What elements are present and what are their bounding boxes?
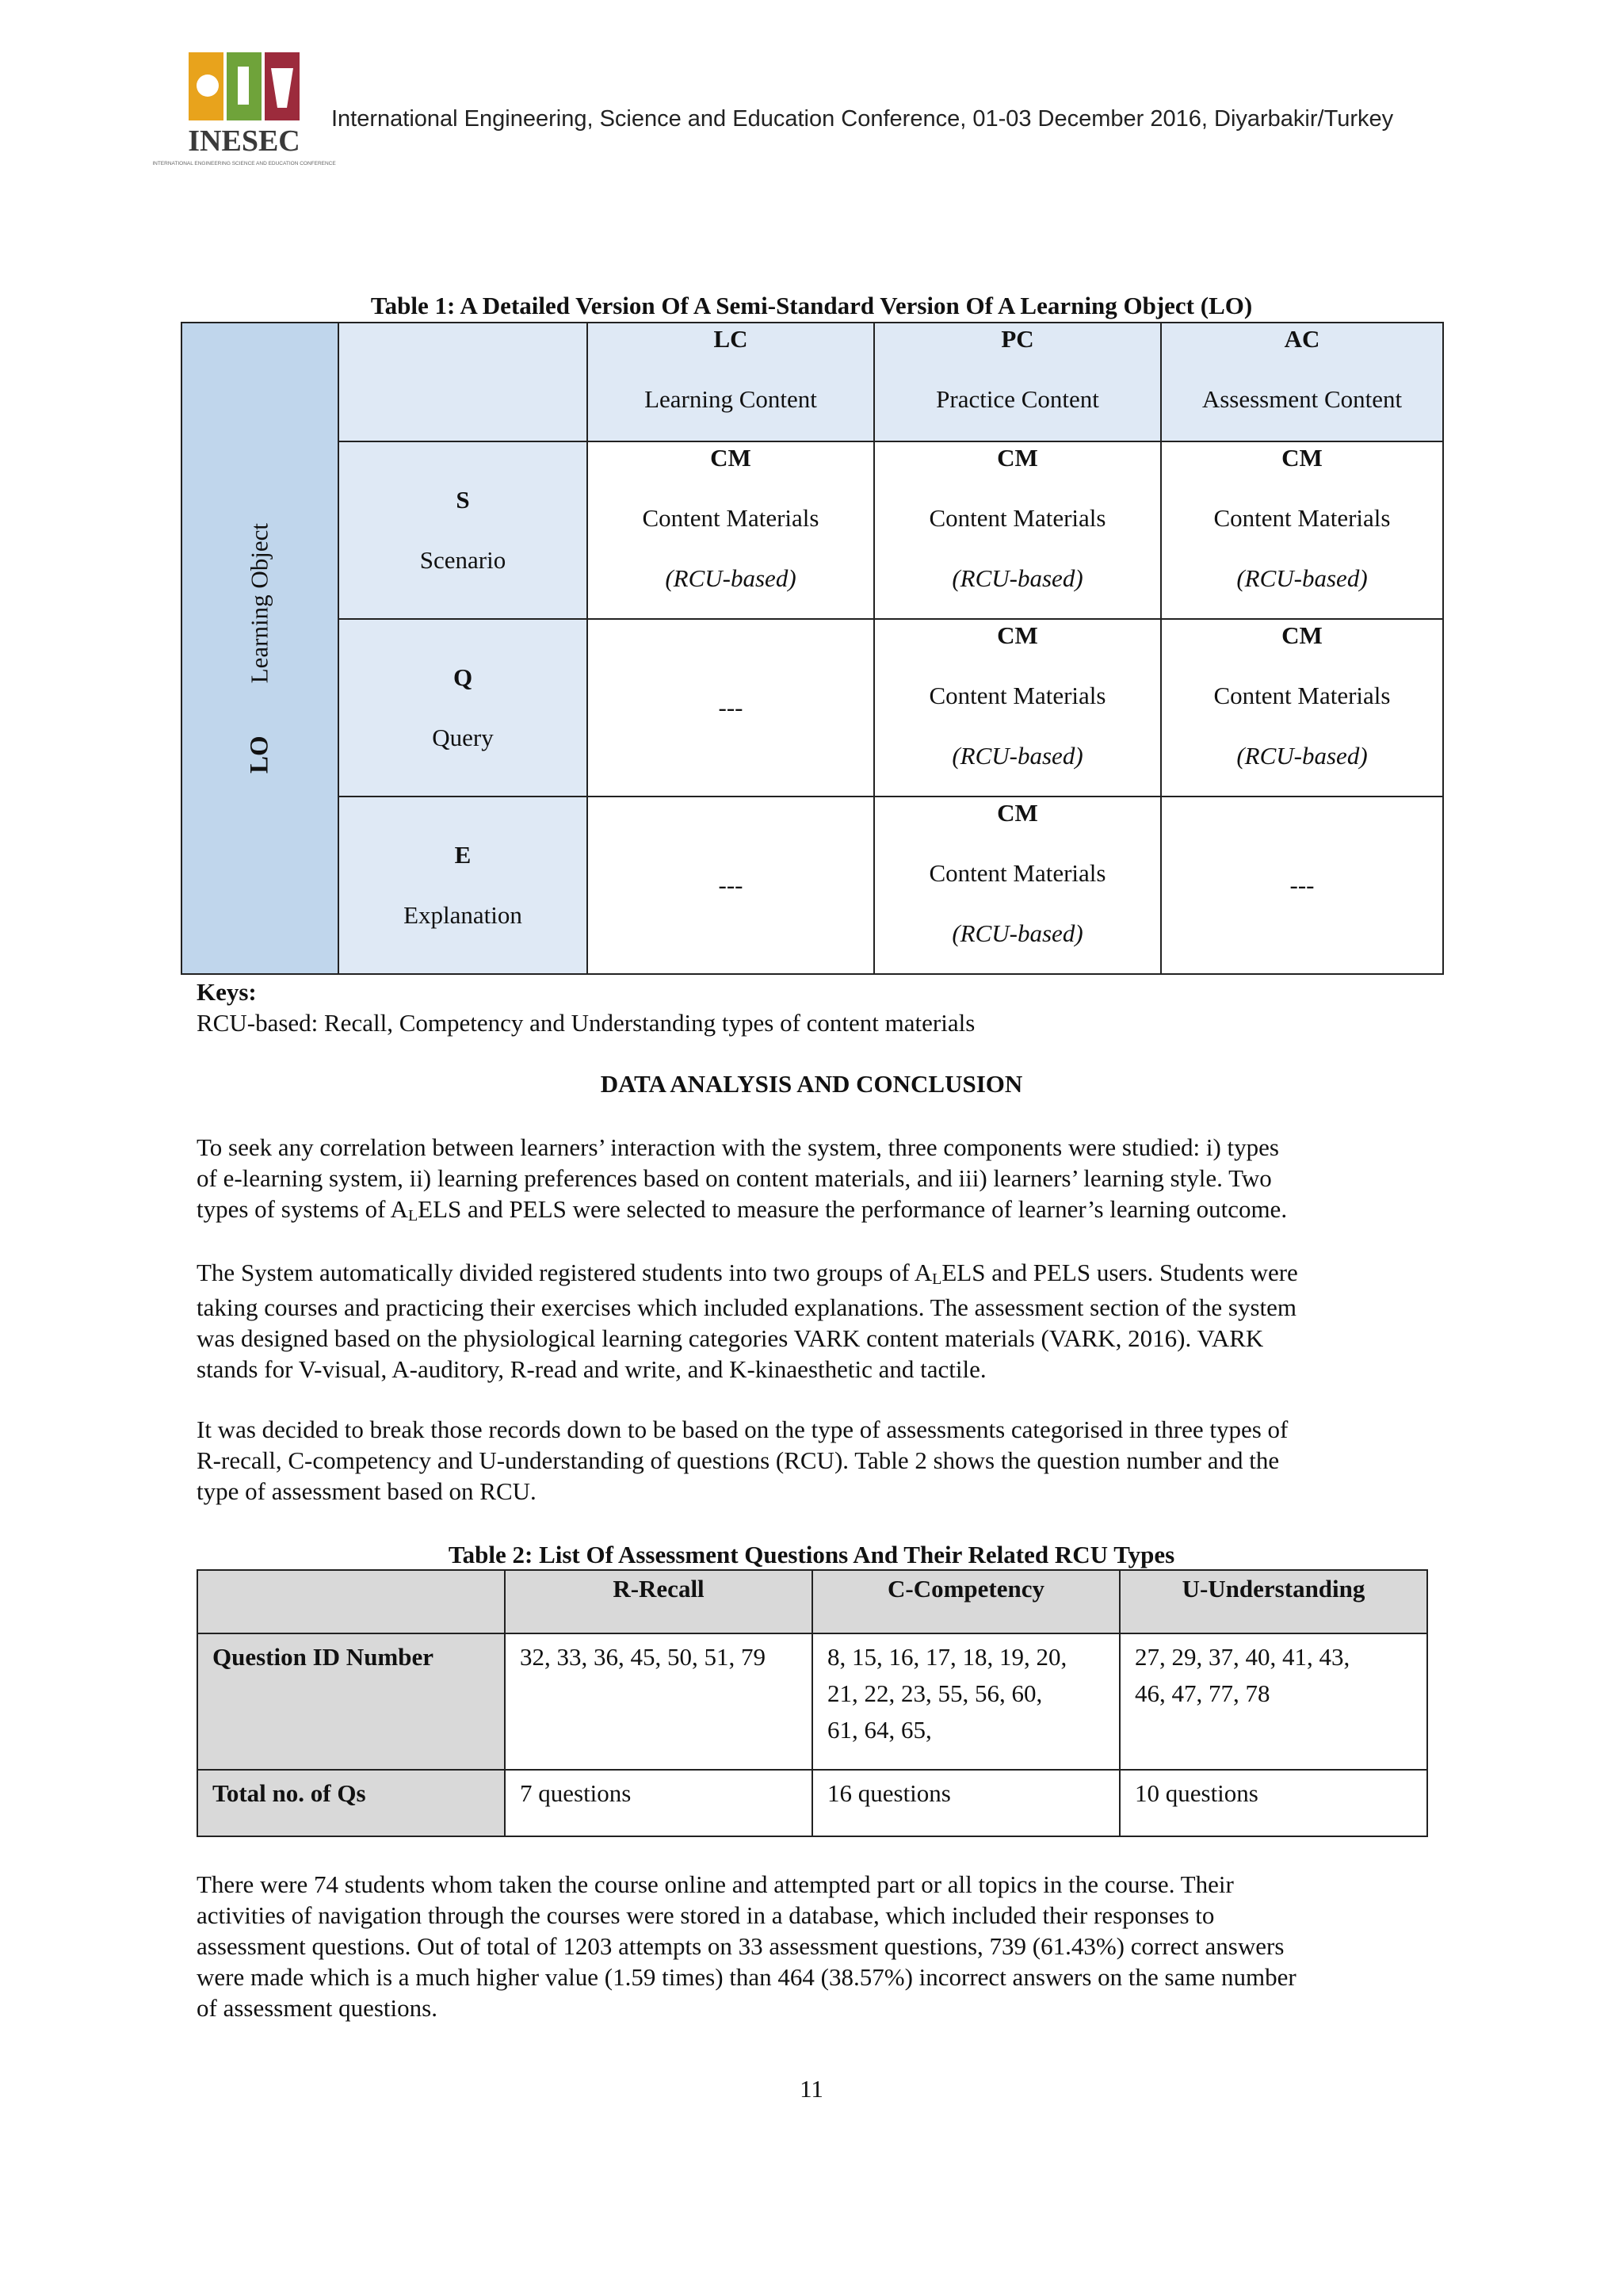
keys-title: Keys:: [197, 978, 257, 1006]
svg-text:INTERNATIONAL ENGINEERING SCIE: INTERNATIONAL ENGINEERING SCIENCE AND EDUCATION CONFERENCE: [152, 161, 336, 166]
cell-competency-ids: 8, 15, 16, 17, 18, 19, 20, 21, 22, 23, 55, 56, 60, 61, 64, 65,: [812, 1633, 1120, 1770]
cell-q-ac: CM Content Materials (RCU-based): [1161, 619, 1443, 797]
col-header-pc: PC Practice Content: [874, 323, 1161, 441]
cell-e-lc: ---: [587, 797, 874, 974]
col-header-lc: LC Learning Content: [587, 323, 874, 441]
lo-name: Learning Object: [245, 523, 273, 684]
cell-e-pc: CM Content Materials (RCU-based): [874, 797, 1161, 974]
col-header-ac: AC Assessment Content: [1161, 323, 1443, 441]
row-header-query: Q Query: [338, 619, 587, 797]
conference-header: International Engineering, Science and Education Conference, 01-03 December 2016, Diyarbakir/Turkey: [331, 106, 1394, 132]
cell-recall-ids: 32, 33, 36, 45, 50, 51, 79: [505, 1633, 812, 1770]
table2: [197, 1569, 1428, 1837]
paragraph-4: There were 74 students whom taken the course online and attempted part or all topics in the course. Their activities of navigation through the courses were stored in a database, which included their responses to assessment questions. Out of total of 1203 attempts on 33 assessment questions, 739 (61.43%) correct answers were made which is a much higher value (1.59 times) than 464 (38.57%) incorrect answers on the same number of assessment questions.: [197, 1870, 1296, 2022]
lo-side-cell: [181, 323, 338, 974]
svg-text:INESEC: INESEC: [188, 124, 300, 158]
table2-header-understanding: U-Understanding: [1120, 1570, 1427, 1633]
cell-understanding-total: 10 questions: [1120, 1770, 1427, 1836]
cell-e-ac: ---: [1161, 797, 1443, 974]
keys-block: [197, 976, 1433, 1038]
paragraph-3: It was decided to break those records down to be based on the type of assessments categorised in three types of R-recall, C-competency and U-understanding of questions (RCU). Table 2 shows the question number and the type of assessment based on RCU.: [197, 1415, 1289, 1505]
cell-s-lc: CM Content Materials (RCU-based): [587, 441, 874, 619]
inesec-logo: [152, 52, 336, 179]
cell-understanding-ids: 27, 29, 37, 40, 41, 43, 46, 47, 77, 78: [1120, 1633, 1427, 1770]
table1: [181, 322, 1444, 975]
section-title: DATA ANALYSIS AND CONCLUSION: [600, 1070, 1023, 1098]
cell-recall-total: 7 questions: [505, 1770, 812, 1836]
row-label-total: Total no. of Qs: [197, 1770, 505, 1836]
table2-header-recall: R-Recall: [505, 1570, 812, 1633]
cell-s-ac: CM Content Materials (RCU-based): [1161, 441, 1443, 619]
cell-q-lc: ---: [587, 619, 874, 797]
paragraph-2: The System automatically divided registered students into two groups of $A_LELS$ and PELS users. Students were taking courses and practicing their exercises which included explanations. The assessment section of the system was designed based on the physiological learning categories VARK content materials (VARK, 2016). VARK stands for V-visual, A-auditory, R-read and write, and K-kinaesthetic and tactile.: [197, 1259, 1298, 1383]
keys-text: RCU-based: Recall, Competency and Understanding types of content materials: [197, 1009, 976, 1037]
cell-competency-total: 16 questions: [812, 1770, 1120, 1836]
lo-abbr: LO: [245, 735, 274, 774]
cell-q-pc: CM Content Materials (RCU-based): [874, 619, 1161, 797]
paragraph-1: To seek any correlation between learners’ interaction with the system, three components were studied: i) types of e-learning system, ii) learning preferences based on content materials, and iii) learners’ learning style. Two types of systems of $A_LELS$ and PELS were selected to measure the performance of learner’s learning outcome.: [197, 1133, 1288, 1224]
row-header-explanation: E Explanation: [338, 797, 587, 974]
table2-caption: Table 2: List Of Assessment Questions And Their Related RCU Types: [448, 1541, 1175, 1568]
cell-s-pc: CM Content Materials (RCU-based): [874, 441, 1161, 619]
table2-header-competency: C-Competency: [812, 1570, 1120, 1633]
table2-header-empty: [197, 1570, 505, 1633]
corner-cell: [338, 323, 587, 441]
table1-caption: Table 1: A Detailed Version Of A Semi-Standard Version Of A Learning Object (LO): [370, 292, 1253, 319]
row-header-scenario: S Scenario: [338, 441, 587, 619]
row-label-question-id: Question ID Number: [197, 1633, 505, 1770]
page-number: 11: [800, 2075, 823, 2103]
